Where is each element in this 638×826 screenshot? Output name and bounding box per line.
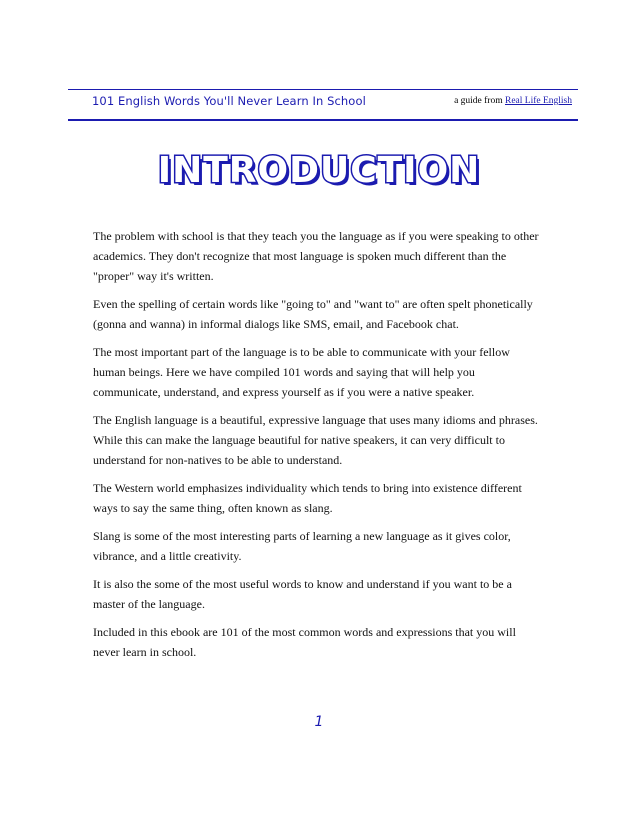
real-life-english-link[interactable]: Real Life English xyxy=(504,96,572,106)
header-title: 101 English Words You'll Never Learn In School xyxy=(92,94,366,108)
paragraph: The problem with school is that they teach you the language as if you were speaking to other academics. They don't recognize that most language is spoken much different than the "proper" way it's written. xyxy=(93,229,539,283)
page-header xyxy=(92,94,572,112)
header-top-rule xyxy=(68,89,578,90)
body-text xyxy=(93,226,545,670)
heading-text: INTRODUCTION xyxy=(157,150,481,191)
paragraph: The Western world emphasizes individuality which tends to bring into existence different ways to say the same thing, often known as slang. xyxy=(93,481,522,515)
paragraph: The most important part of the language is to be able to communicate with your fellow human beings. Here we have compiled 101 words and saying that will help you communicate, understand, and express yourself as if you were a native speaker. xyxy=(93,345,510,399)
paragraph: Included in this ebook are 101 of the most common words and expressions that you will never learn in school. xyxy=(93,625,516,659)
paragraph: Slang is some of the most interesting parts of learning a new language as it gives color, vibrance, and a little creativity. xyxy=(93,529,511,563)
header-guide xyxy=(454,96,572,106)
page-number: 1 xyxy=(314,714,324,730)
paragraph: The English language is a beautiful, expressive language that uses many idioms and phrases. While this can make the language beautiful for native speakers, it can very difficult to understand for non-natives to be able to understand. xyxy=(93,413,538,467)
header-bottom-rule xyxy=(68,119,578,121)
guide-prefix: a guide from xyxy=(454,96,503,106)
paragraph: It is also the some of the most useful words to know and understand if you want to be a master of the language. xyxy=(93,577,512,611)
paragraph: Even the spelling of certain words like "going to" and "want to" are often spelt phonetically (gonna and wanna) in informal dialogs like SMS, email, and Facebook chat. xyxy=(93,297,533,331)
introduction-heading xyxy=(0,150,638,191)
